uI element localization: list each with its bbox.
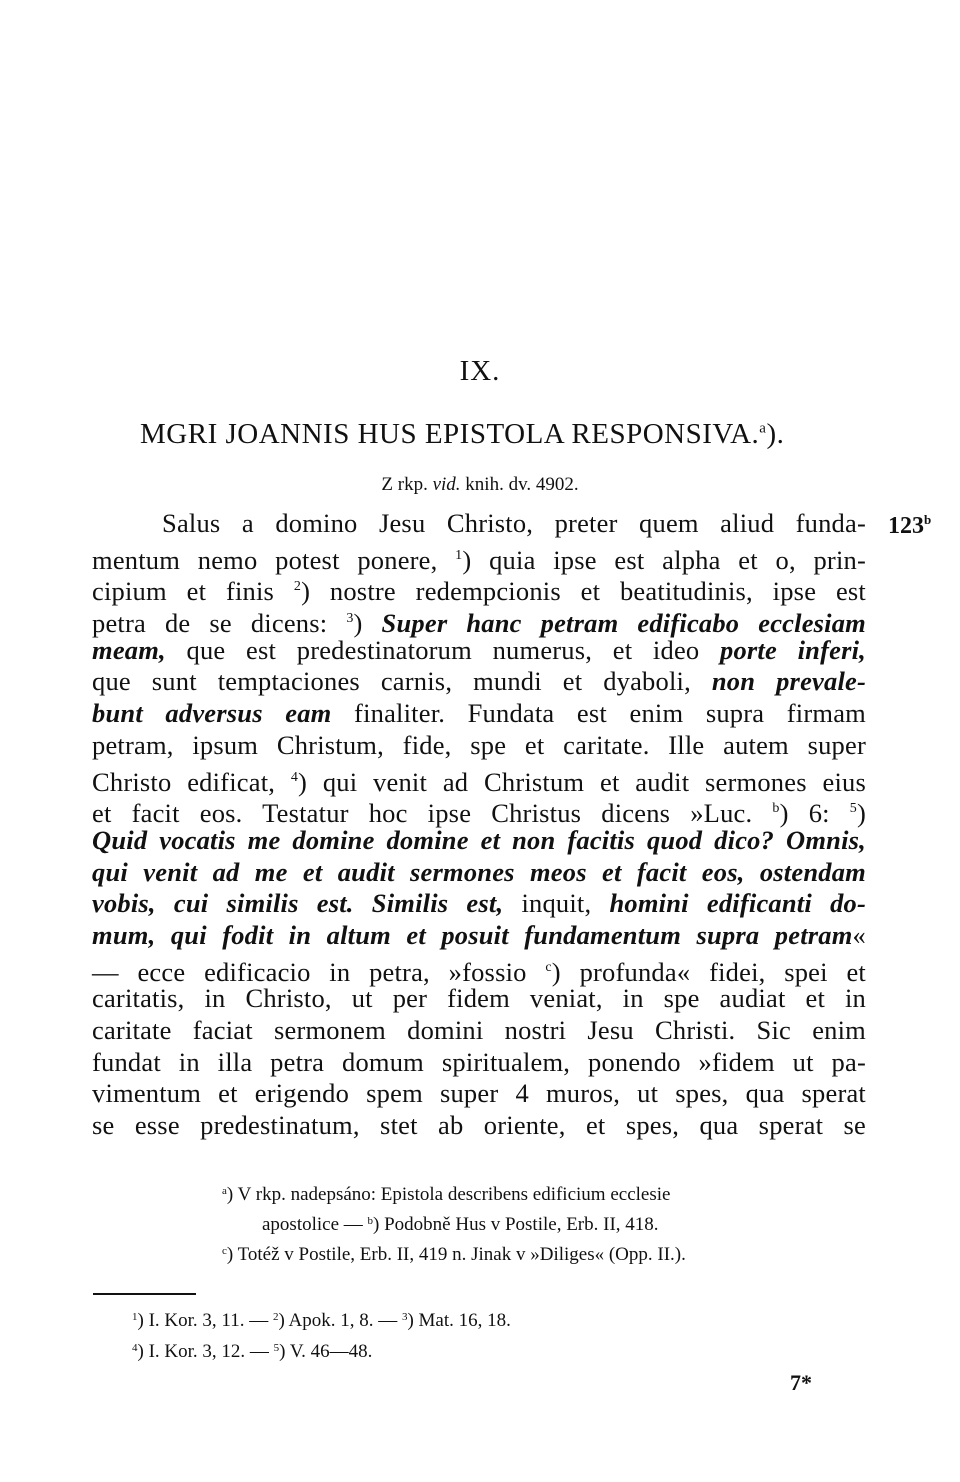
body-line: meam, que est predestinatorum numerus, et ideo porte inferi, bbox=[92, 634, 866, 665]
source-line bbox=[0, 474, 960, 496]
body-line: vobis, cui similis est. Similis est, inquit, homini edificanti do- bbox=[92, 888, 866, 919]
body-line: petra de se dicens: $^3$) Super hanc petram edificabo ecclesiam bbox=[92, 608, 866, 639]
margin-folio-note bbox=[888, 512, 931, 540]
body-line: qui venit ad me et audit sermones meos et facit eos, ostendam bbox=[92, 856, 866, 887]
critical-note: apostolice — $^b$) Podobně Hus v Postile, Erb. II, 418. bbox=[262, 1214, 659, 1235]
body-line: Christo edificat, $^4$) qui venit ad Christum et audit sermones eius bbox=[92, 766, 866, 797]
body-line: vimentum et erigendo spem super 4 muros, ut spes, qua sperat bbox=[92, 1078, 866, 1109]
body-line: petram, ipsum Christum, fide, spe et caritate. Ille autem super bbox=[92, 729, 866, 760]
chapter-number: IX. bbox=[459, 355, 501, 387]
margin-folio-side: b bbox=[924, 512, 932, 527]
body-line: Quid vocatis me domine domine et non facitis quod dico? Omnis, bbox=[92, 824, 866, 855]
title-text: MGRI JOANNIS HUS EPISTOLA RESPONSIVA. bbox=[140, 418, 760, 450]
source-prefix: Z rkp. bbox=[381, 474, 428, 495]
title-note-marker: a bbox=[759, 420, 767, 437]
body-line: caritatis, in Christo, ut per fidem veniat, in spe audiat et in bbox=[92, 983, 866, 1014]
footnote-line: $^1$) I. Kor. 3, 11. — $^2$) Apok. 1, 8. — $^3$) Mat. 16, 18. bbox=[132, 1310, 511, 1331]
body-line: caritate faciat sermonem domini nostri Jesu Christi. Sic enim bbox=[92, 1015, 866, 1045]
footnote-line: $^4$) I. Kor. 3, 12. — $^5$) V. 46—48. bbox=[132, 1341, 373, 1362]
source-rest: knih. dv. 4902. bbox=[465, 474, 579, 495]
body-line: et facit eos. Testatur hoc ipse Christus dicens »Luc. $^b$) 6: $^5$) bbox=[92, 798, 867, 829]
body-text bbox=[92, 508, 866, 1142]
margin-folio-number: 123 bbox=[888, 513, 924, 539]
body-line: que sunt temptaciones carnis, mundi et dyaboli, non prevale- bbox=[92, 666, 866, 697]
source-italic: vid. bbox=[432, 474, 461, 495]
body-line: Salus a domino Jesu Christo, preter quem aliud funda- bbox=[162, 508, 866, 538]
document-title: MGRI JOANNIS HUS EPISTOLA RESPONSIVA.$^a$). bbox=[140, 418, 785, 450]
body-line: mum, qui fodit in altum et posuit fundamentum supra petram« bbox=[92, 919, 866, 950]
body-line: — ecce edificacio in petra, »fossio $^c$) profunda« fidei, spei et bbox=[92, 956, 866, 987]
critical-note: $^a$) V rkp. nadepsáno: Epistola describens edificium ecclesie bbox=[222, 1184, 671, 1205]
body-line: cipium et finis $^2$) nostre redempcionis et beatitudinis, ipse est bbox=[92, 576, 866, 607]
body-line: se esse predestinatum, stet ab oriente, et spes, qua sperat se bbox=[92, 1110, 866, 1141]
body-line: mentum nemo potest ponere, $^1$) quia ipse est alpha et o, prin- bbox=[92, 544, 866, 575]
signature-mark: 7* bbox=[790, 1370, 812, 1395]
body-line: bunt adversus eam finaliter. Fundata est enim supra firmam bbox=[92, 698, 866, 729]
footnote-rule bbox=[93, 1293, 196, 1295]
body-line: fundat in illa petra domum spiritualem, ponendo »fidem ut pa- bbox=[92, 1046, 866, 1077]
critical-note: $^c$) Totéž v Postile, Erb. II, 419 n. Jinak v »Diliges« (Opp. II.). bbox=[222, 1244, 686, 1265]
